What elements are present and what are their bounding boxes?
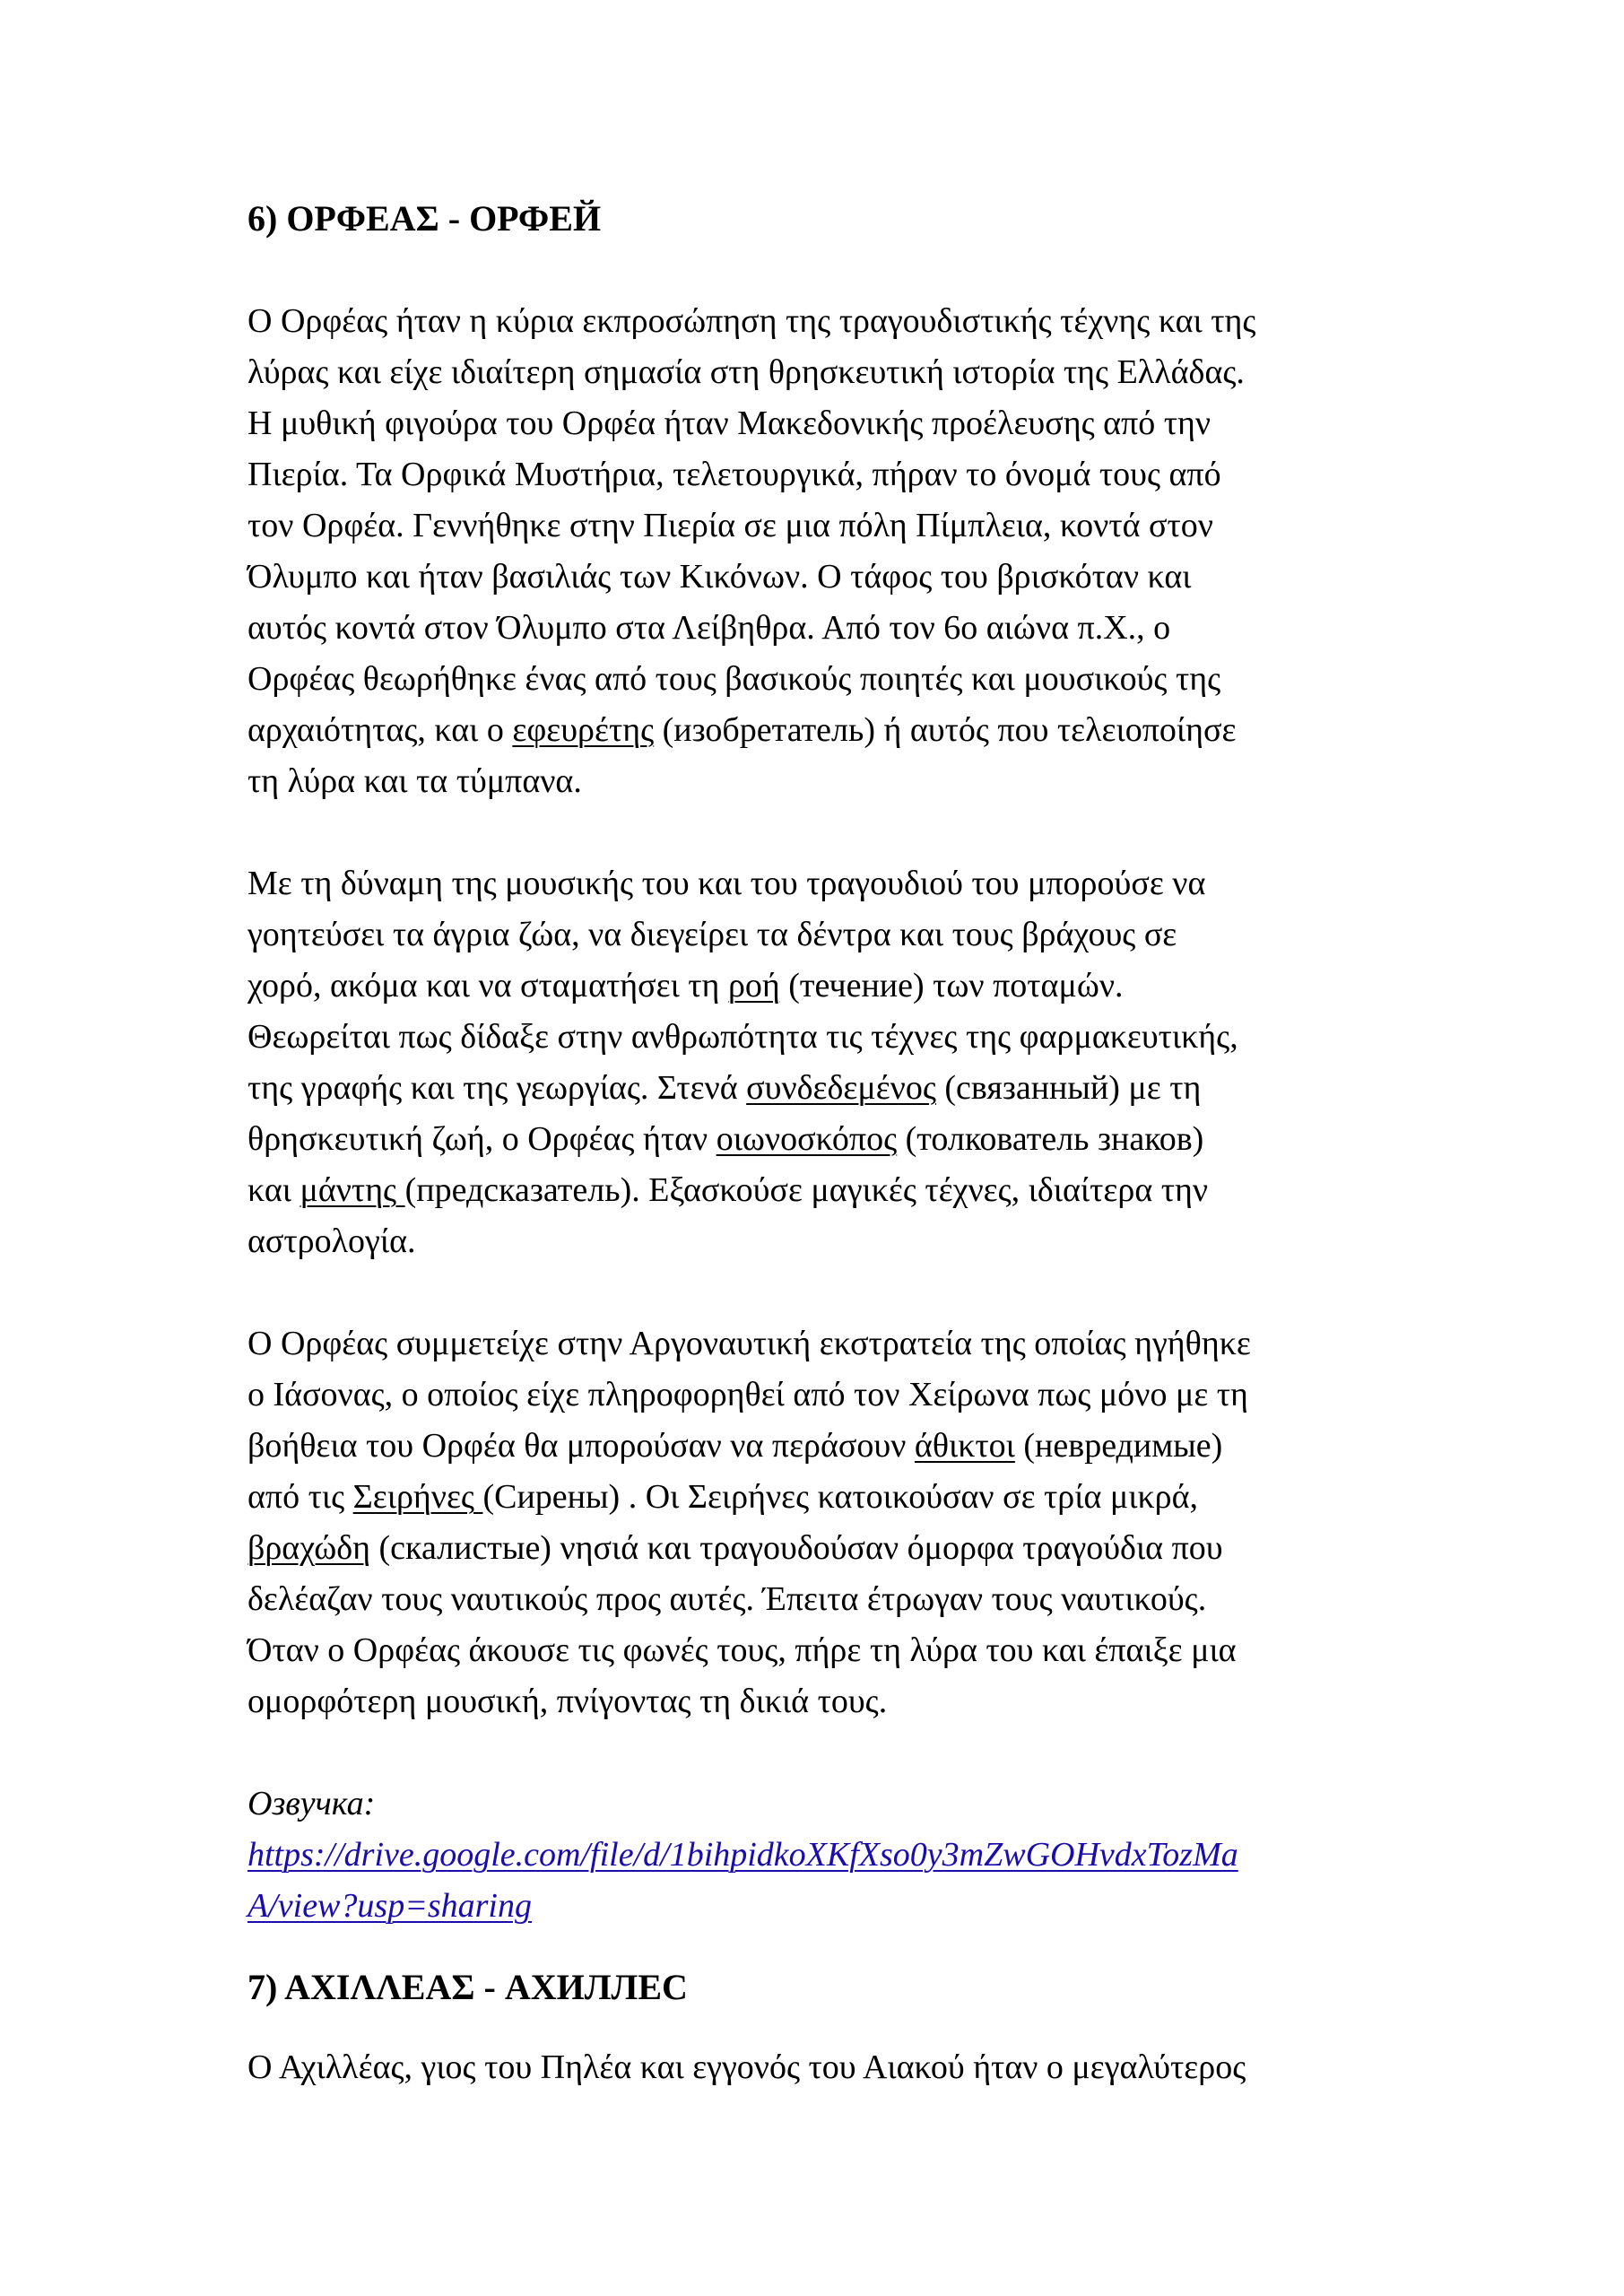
voiceover-link-line[interactable]: https://drive.google.com/file/d/1bihpidkoXKfXso0y3mZwGOHvdxTozMa	[248, 1836, 1238, 1874]
text-run: (невредимые)	[1014, 1427, 1223, 1465]
underlined-word-athiktoi: άθικτοι	[914, 1427, 1015, 1465]
text-run: αρχαιότητας, και ο	[248, 711, 513, 749]
text-line: δελέαζαν τους ναυτικούς προς αυτές. Έπειτα έτρωγαν τους ναυτικούς.	[248, 1580, 1207, 1618]
text-line: Ο Αχιλλέας, γιος του Πηλέα και εγγονός του Αιακού ήταν ο μεγαλύτερος	[248, 2048, 1246, 2086]
underlined-word-oionoskopos: οιωνοσκόπος	[716, 1120, 898, 1158]
text-line	[248, 1421, 1395, 1472]
paragraph-orpheus-intro	[248, 296, 1395, 807]
text-line: τον Ορφέα. Γεννήθηκε στην Πιερία σε μια πόλη Πίμπλεια, κοντά στον	[248, 507, 1213, 544]
text-line: Ο Ορφέας συμμετείχε στην Αργοναυτική εκστρατεία της οποίας ηγήθηκε	[248, 1325, 1251, 1362]
text-run: της γραφής και της γεωργίας. Στενά	[248, 1069, 747, 1107]
text-run: από τις	[248, 1478, 353, 1516]
text-run: βοήθεια του Ορφέα θα μπορούσαν να περάσουν	[248, 1427, 915, 1465]
text-run: (скалистые) νησιά και τραγουδούσαν όμορφα τραγούδια που	[370, 1529, 1223, 1567]
text-line: Όταν ο Ορφέας άκουσε τις φωνές τους, πήρε τη λύρα του και έπαιξε μια	[248, 1631, 1237, 1669]
text-line	[248, 961, 1395, 1012]
text-run: (Сирены) . Οι Σειρήνες κατοικούσαν σε τρία μικρά,	[482, 1478, 1199, 1516]
paragraph-orpheus-music	[248, 858, 1395, 1267]
text-line: γοητεύσει τα άγρια ζώα, να διεγείρει τα δέντρα και τους βράχους σε	[248, 916, 1177, 953]
underlined-word-roi: ροή	[727, 967, 780, 1004]
text-line: Θεωρείται πως δίδαξε στην ανθρωπότητα τις τέχνες της φαρμακευτικής,	[248, 1018, 1238, 1056]
text-line: Ο Ορφέας ήταν η κύρια εκπροσώπηση της τραγουδιστικής τέχνης και της	[248, 302, 1256, 340]
text-line	[248, 1165, 1395, 1216]
text-line: Η μυθική φιγούρα του Ορφέα ήταν Μακεδονικής προέλευσης από την	[248, 404, 1211, 442]
underlined-word-syndedemenos: συνδεδεμένος	[746, 1069, 936, 1107]
text-line	[248, 1063, 1395, 1114]
text-run: (течение) των ποταμών.	[779, 967, 1124, 1004]
text-line: αστρολογία.	[248, 1222, 416, 1260]
text-line	[248, 1472, 1395, 1523]
text-line	[248, 705, 1395, 756]
text-line: Όλυμπο και ήταν βασιλιάς των Κικόνων. Ο τάφος του βρισκόταν και	[248, 558, 1192, 596]
voiceover-link-line[interactable]: A/view?usp=sharing	[248, 1887, 532, 1925]
paragraph-orpheus-argonauts	[248, 1318, 1395, 1727]
text-line: ο Ιάσονας, ο οποίος είχε πληροφορηθεί από τον Χείρωνα πως μόνο με τη	[248, 1376, 1248, 1413]
text-run: (толкователь знаков)	[897, 1120, 1204, 1158]
text-line: Ορφέας θεωρήθηκε ένας από τους βασικούς ποιητές και μουσικούς της	[248, 660, 1221, 698]
section-heading-orpheus: 6) ΟΡΦΕΑΣ - ОРФЕЙ	[248, 198, 602, 239]
paragraph-achilles-intro	[248, 2042, 1395, 2093]
text-run: (связанный) με τη	[935, 1069, 1202, 1107]
underlined-word-seirines: Σειρήνες	[352, 1478, 483, 1516]
text-line	[248, 1523, 1395, 1574]
voiceover-link[interactable]	[248, 1830, 1395, 1932]
text-line	[248, 1114, 1395, 1165]
underlined-word-efevretis: εφευρέτης	[512, 711, 655, 749]
voiceover-block	[248, 1779, 1395, 1932]
text-run: και	[248, 1171, 300, 1209]
text-line: τη λύρα και τα τύμπανα.	[248, 762, 582, 800]
text-run: (предсказатель). Εξασκούσε μαγικές τέχνες, ιδιαίτερα την	[404, 1171, 1209, 1209]
text-run: χορό, ακόμα και να σταματήσει τη	[248, 967, 728, 1004]
voiceover-label: Озвучка:	[248, 1785, 376, 1822]
text-line: Πιερία. Τα Ορφικά Μυστήρια, τελετουργικά, πήραν το όνομά τους από	[248, 456, 1221, 493]
text-run: θρησκευτική ζωή, ο Ορφέας ήταν	[248, 1120, 716, 1158]
document-page	[248, 193, 1395, 2093]
text-run: (изобретатель) ή αυτός που τελειοποίησε	[654, 711, 1237, 749]
section-heading-achilles: 7) ΑΧΙΛΛΕΑΣ - АХИЛЛЕС	[248, 1967, 688, 2007]
text-line: ομορφότερη μουσική, πνίγοντας τη δικιά τους.	[248, 1683, 888, 1720]
text-line: αυτός κοντά στον Όλυμπο στα Λείβηθρα. Από τον 6ο αιώνα π.Χ., ο	[248, 609, 1171, 647]
underlined-word-mantis: μάντης	[300, 1171, 405, 1209]
text-line: λύρας και είχε ιδιαίτερη σημασία στη θρησκευτική ιστορία της Ελλάδας.	[248, 353, 1245, 391]
text-line: Με τη δύναμη της μουσικής του και του τραγουδιού του μπορούσε να	[248, 865, 1206, 902]
underlined-word-vrachodi: βραχώδη	[248, 1529, 371, 1567]
